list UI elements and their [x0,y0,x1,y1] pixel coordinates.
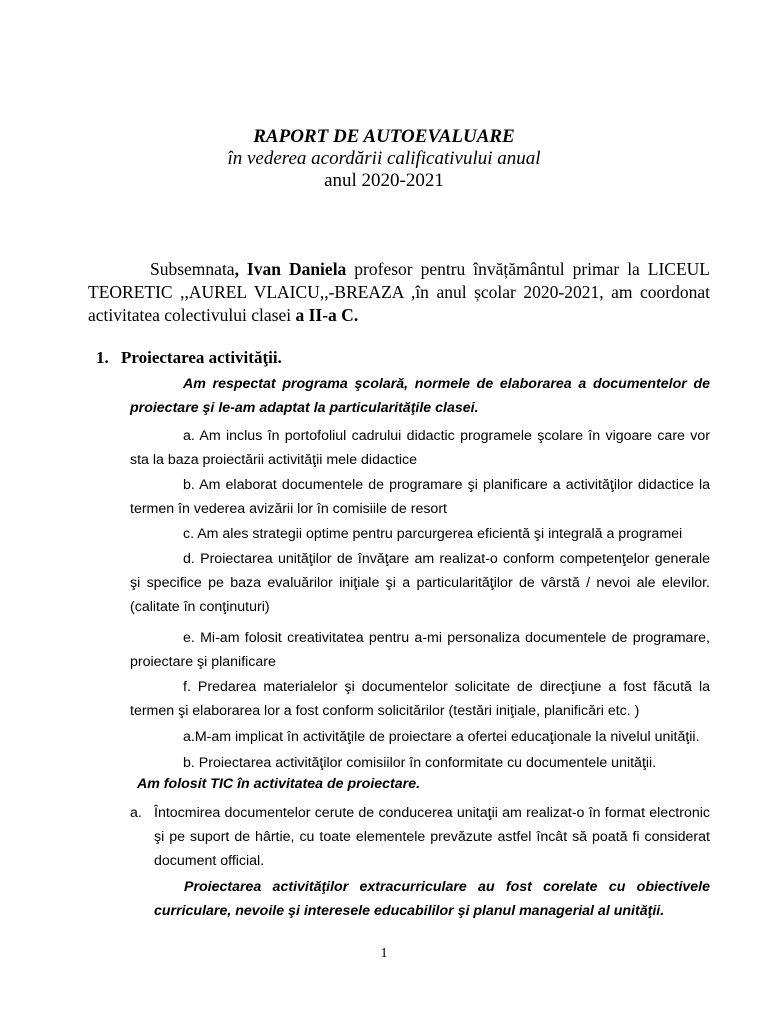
intro-lead: Subsemnata [150,259,235,279]
report-year: anul 2020-2021 [324,170,444,191]
intro-paragraph [88,258,710,327]
section-number: 1. [96,348,109,367]
title-block [0,126,768,192]
tic-item-text: Întocmirea documentelor cerute de conducerea unitaţii am realizat-o în format electronic şi pe suport de hârtie, cu toate elementele prevăzute astfel încât să poată fi considerat document official. [154,805,710,869]
list-item: d. Proiectarea unităţilor de învăţare am realizat-o conform competenţelor generale şi specifice pe baza evaluărilor iniţiale şi a particularităţilor de vârstă / nevoi ale elevilor.(calitate în conţinuturi) [130,551,710,615]
intro-body: profesor pentru învățământul primar la LICEUL TEORETIC ,,AUREL VLAICU,,-BREAZA ,în anul școlar 2020-2021, am coordonat activitatea colectivului clasei [88,259,710,325]
list-marker: a. [130,805,142,821]
tic-list-item [130,801,710,873]
report-subtitle: în vederea acordării calificativului anual [227,148,541,169]
list-item: b. Am elaborat documentele de programare şi planificare a activităţilor didactice la termen în vederea avizării lor în comisiile de resort [130,477,710,517]
list-item: e. Mi-am folosit creativitatea pentru a-mi personaliza documentele de programare, proiectare şi planificare [130,630,710,670]
list-item: a.M-am implicat în activităţile de proiectare a ofertei educaţionale la nivelul unităţii. [183,729,700,745]
list-item: f. Predarea materialelor şi documentelor solicitate de direcţiune a fost făcută la termen şi elaborarea lor a fost conform solicitărilor (testări iniţiale, planificări etc. ) [130,679,710,719]
section-heading [96,348,282,368]
report-title: RAPORT DE AUTOEVALUARE [253,126,515,147]
tic-heading: Am folosit TIC în activitatea de proiectare. [137,776,421,792]
class-name: a II-a C. [295,305,359,325]
list-item: c. Am ales strategii optime pentru parcurgerea eficientă şi integrală a programei [183,526,683,542]
list-item: a. Am inclus în portofoliul cadrului didactic programele şcolare în vigoare care vor sta la baza proiectării activităţii mele didactice [130,428,710,468]
teacher-name: , Ivan Daniela [234,259,347,279]
page-number: 1 [380,946,388,961]
list-item: b. Proiectarea activităţilor comisiilor în conformitate cu documentele unităţii. [183,755,657,771]
section-title: Proiectarea activităţii. [121,348,282,367]
extracurricular-paragraph: Proiectarea activităţilor extracurriculare au fost corelate cu obiectivele curriculare, nevoile şi interesele educabililor şi planul managerial al unităţii. [154,879,710,919]
section-lead: Am respectat programa şcolară, normele de elaborarea a documentelor de proiectare şi le-am adaptat la particularităţile clasei. [130,376,710,416]
